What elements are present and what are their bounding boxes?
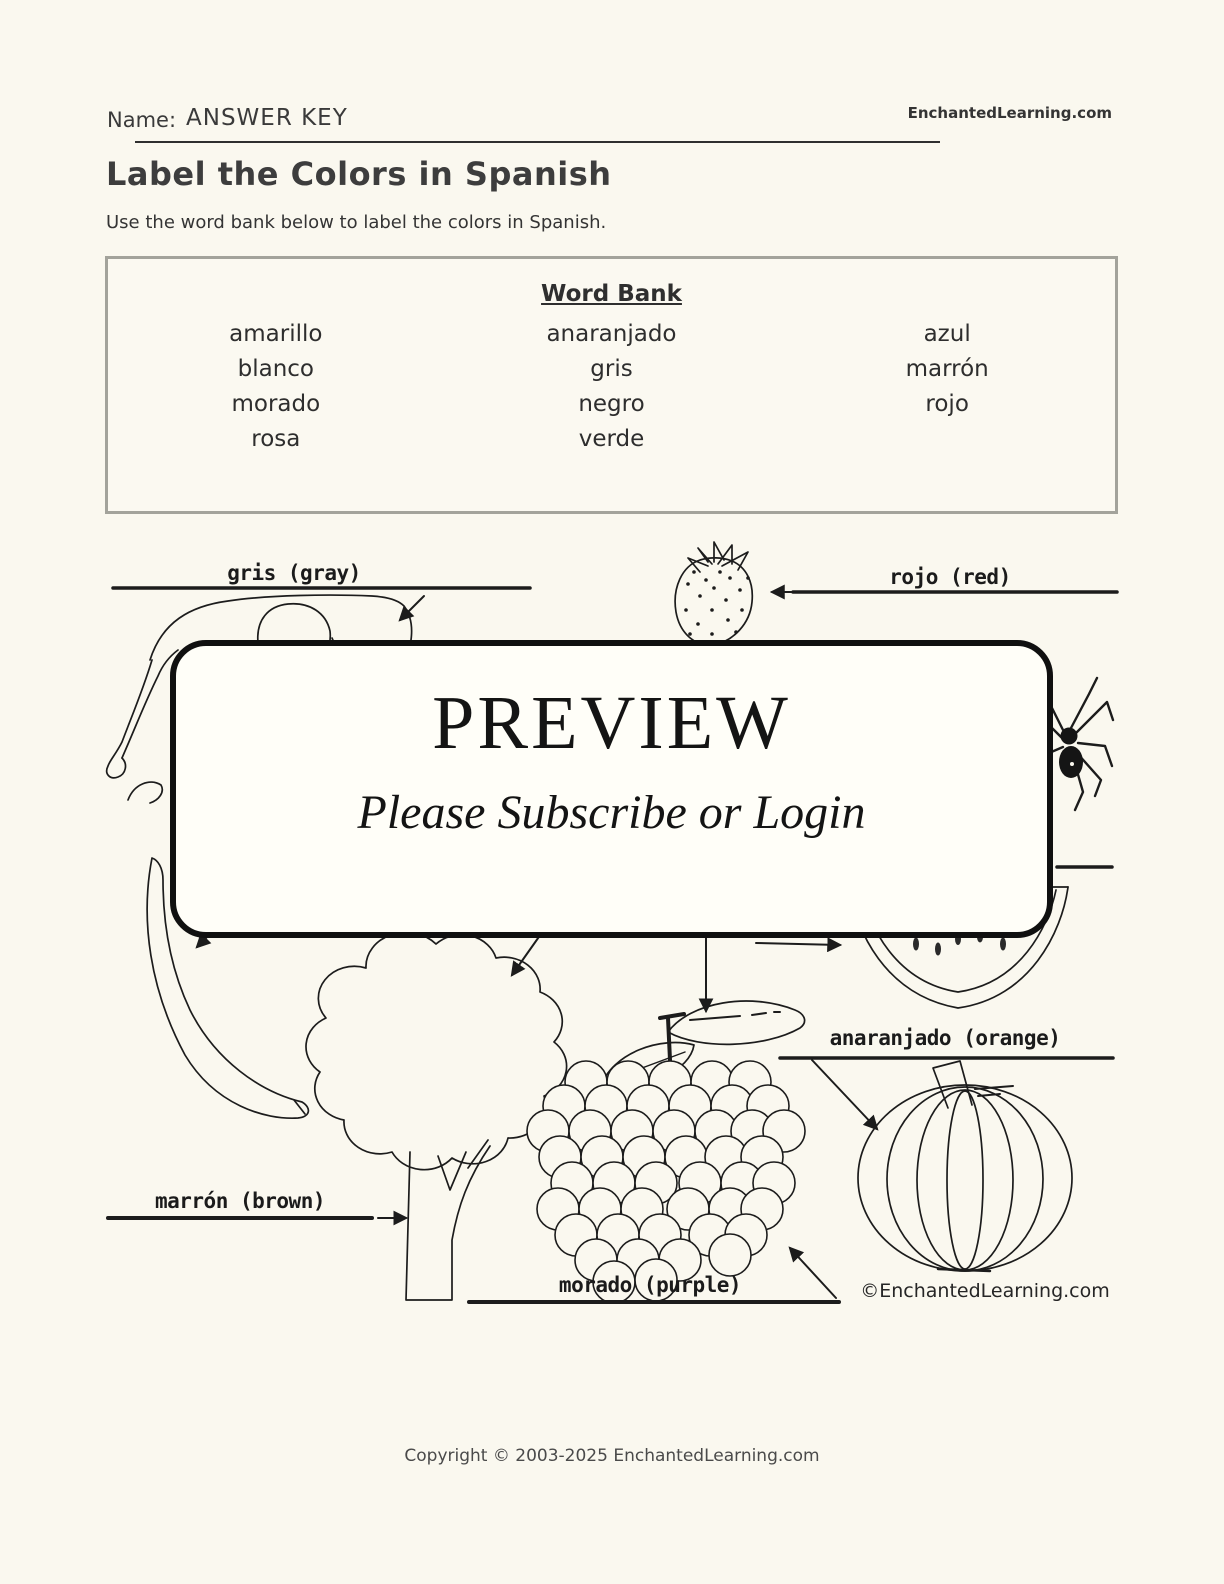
preview-title: PREVIEW (432, 681, 791, 765)
word-bank-word: morado (231, 391, 321, 417)
tree-drawing (306, 932, 567, 1300)
pumpkin-drawing (858, 1061, 1072, 1271)
grapes-drawing (527, 1001, 805, 1303)
anaranjado-arrow (812, 1060, 877, 1129)
word-bank-word: marrón (905, 356, 989, 382)
word-bank-word: amarillo (229, 321, 323, 347)
brand-link[interactable]: EnchantedLearning.com (907, 104, 1112, 122)
name-answer-key: ANSWER KEY (186, 105, 348, 131)
word-bank-word: azul (923, 321, 971, 347)
word-bank-word: rosa (251, 426, 301, 452)
rojo-label: rojo (red) (889, 565, 1011, 589)
word-bank-title: Word Bank (541, 281, 682, 307)
word-bank-grid (108, 321, 1115, 452)
morado-label: morado (purple) (558, 1273, 742, 1297)
copyright-text: Copyright © 2003-2025 EnchantedLearning.com (404, 1446, 820, 1466)
gris-arrow (400, 596, 424, 620)
marron-label: marrón (brown) (154, 1189, 326, 1213)
strawberry-drawing (675, 542, 752, 645)
word-bank-word: verde (578, 426, 645, 452)
page-title: Label the Colors in Spanish (106, 155, 612, 193)
anaranjado-label: anaranjado (orange) (829, 1026, 1061, 1050)
preview-subscribe-login-text[interactable]: Please Subscribe or Login (357, 786, 866, 839)
word-bank-word: rojo (925, 391, 969, 417)
instruction-text: Use the word bank below to label the colors in Spanish. (106, 212, 607, 233)
gris-label: gris (gray) (227, 561, 361, 585)
name-label: Name: (107, 108, 177, 132)
word-bank-box (105, 256, 1118, 514)
strawberry-seeds (684, 570, 750, 636)
name-underline (135, 141, 940, 143)
grape-berries (527, 1061, 805, 1303)
word-bank-word: negro (578, 391, 645, 417)
watermelon-arrow (756, 943, 840, 945)
word-bank-word: blanco (237, 356, 315, 382)
preview-overlay (170, 640, 1053, 938)
word-bank-word: gris (590, 356, 633, 382)
morado-arrow (790, 1248, 836, 1298)
word-bank-word: anaranjado (546, 321, 677, 347)
watermark-text: ©EnchantedLearning.com (860, 1280, 1110, 1302)
